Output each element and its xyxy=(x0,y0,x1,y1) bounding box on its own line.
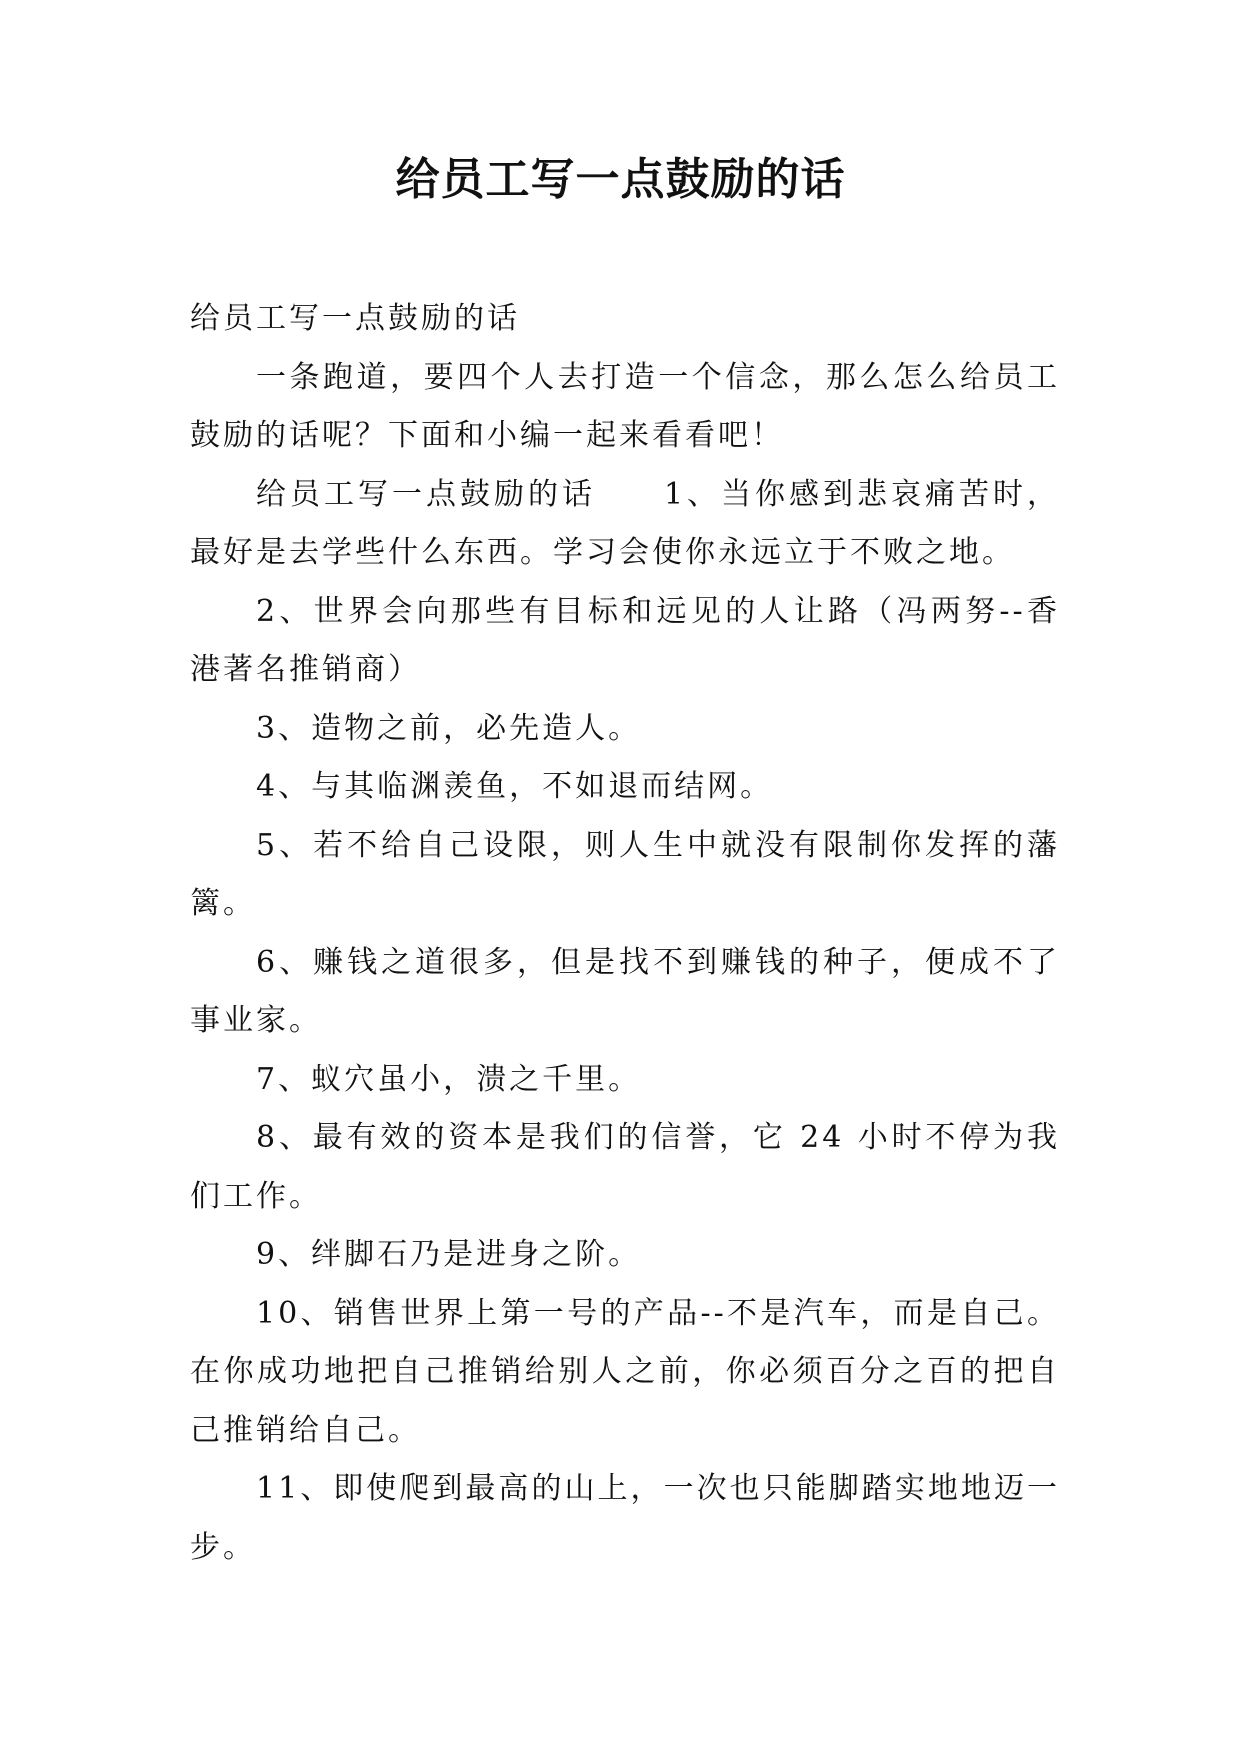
paragraph-subtitle: 给员工写一点鼓励的话 xyxy=(190,301,520,336)
paragraph-item-2: 2、世界会向那些有目标和远见的人让路（冯两努--香港著名推销商） xyxy=(190,593,1060,687)
paragraph-item-1: 给员工写一点鼓励的话 1、当你感到悲哀痛苦时，最好是去学些什么东西。学习会使你永远立于不败之地。 xyxy=(190,476,1060,570)
paragraph-item-10: 10、销售世界上第一号的产品--不是汽车，而是自己。在你成功地把自己推销给别人之前，你必须百分之百的把自己推销给自己。 xyxy=(190,1295,1060,1448)
paragraph-item-11: 11、即使爬到最高的山上，一次也只能脚踏实地地迈一步。 xyxy=(190,1471,1060,1565)
paragraph-item-8: 8、最有效的资本是我们的信誉，它 24 小时不停为我们工作。 xyxy=(190,1120,1060,1214)
document-title: 给员工写一点鼓励的话 xyxy=(395,154,846,205)
paragraph-item-4: 4、与其临渊羡鱼，不如退而结网。 xyxy=(256,769,774,804)
paragraph-item-5: 5、若不给自己设限，则人生中就没有限制你发挥的藩篱。 xyxy=(190,827,1060,921)
paragraph-item-6: 6、赚钱之道很多，但是找不到赚钱的种子，便成不了事业家。 xyxy=(190,944,1060,1038)
paragraph-item-9: 9、绊脚石乃是进身之阶。 xyxy=(256,1237,642,1272)
paragraph-item-3: 3、造物之前，必先造人。 xyxy=(256,710,642,746)
document-body xyxy=(190,290,1060,1577)
paragraph-intro: 一条跑道，要四个人去打造一个信念，那么怎么给员工鼓励的话呢？下面和小编一起来看看吧！ xyxy=(190,359,1060,453)
paragraph-item-7: 7、蚁穴虽小，溃之千里。 xyxy=(256,1061,642,1097)
